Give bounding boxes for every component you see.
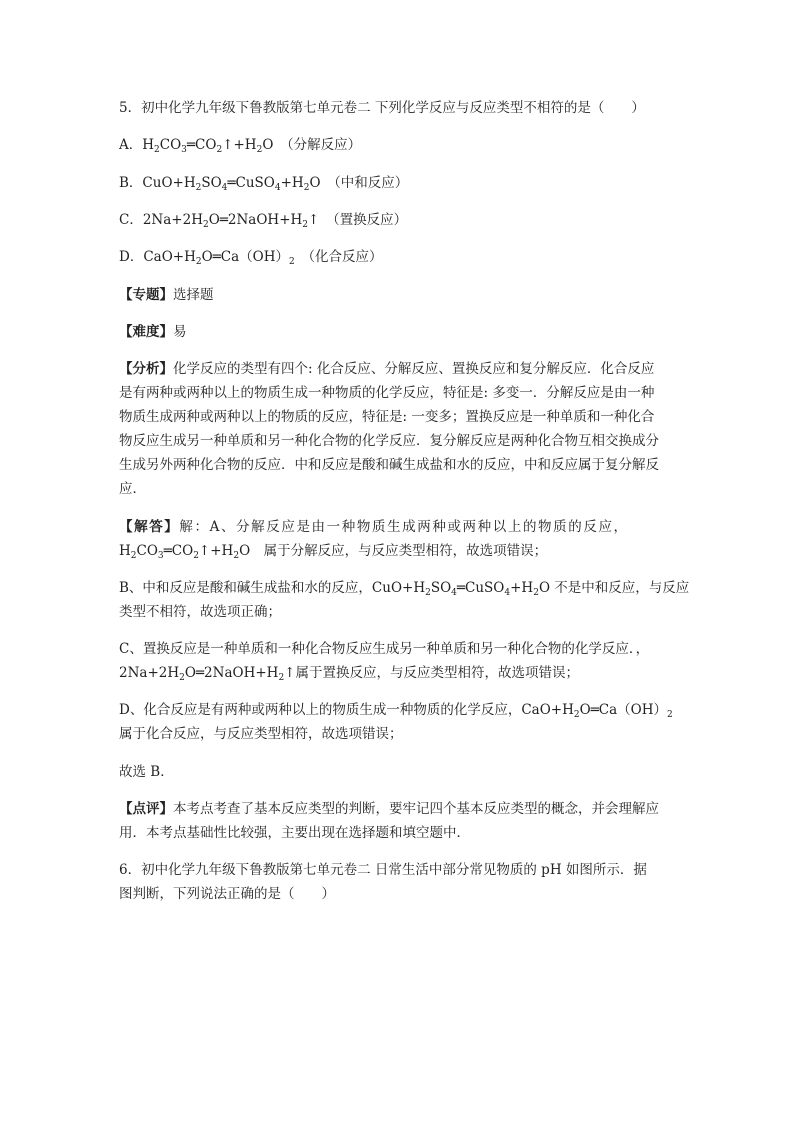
option-b-type: （中和反应） (320, 175, 409, 191)
option-b (119, 174, 408, 192)
option-c-type: （置换反应） (319, 212, 408, 228)
option-a-formula: $H_2CO_3═CO_2↑+H_2O$ (142, 137, 274, 155)
comment-label: 【点评】 (119, 801, 173, 817)
analysis-label: 【分析】 (119, 361, 173, 377)
topic-value: 选择题 (173, 287, 214, 303)
answer-text-1: 解：A、分解反应是由一种物质生成两种或两种以上的物质的反应， (179, 519, 629, 535)
topic-label: 【专题】 (119, 287, 173, 303)
comment-line-2: 用．本考点基础性比较强，主要出现在选择题和填空题中． (119, 825, 470, 841)
analysis-line-2: 是有两种或两种以上的物质生成一种物质的化学反应，特征是: 多变一．分解反应是由一种 (119, 385, 655, 401)
answer-line-8: 属于化合反应，与反应类型相符，故选项错误； (119, 726, 403, 742)
option-d (119, 248, 383, 266)
question-5-title: 5．初中化学九年级下鲁教版第七单元卷二 下列化学反应与反应类型不相符的是（ ） (119, 100, 645, 116)
topic-line (119, 286, 214, 304)
analysis-line-6: 应． (119, 481, 146, 497)
answer-line-7: D、化合反应是有两种或两种以上的物质生成一种物质的化学反应，$CaO+H_2O═Ca(OH)_2$ (119, 702, 673, 720)
analysis-line-1 (119, 360, 654, 378)
option-c-label: C． (119, 212, 143, 228)
answer-conclusion: 故选 B． (119, 764, 174, 780)
question-6-title-line-1: 6．初中化学九年级下鲁教版第七单元卷二 日常生活中部分常见物质的 pH 如图所示．据 (119, 862, 647, 878)
comment-line-1 (119, 800, 659, 818)
difficulty-line (119, 323, 187, 341)
option-a-type: （分解反应） (273, 137, 362, 153)
answer-label: 【解答】 (119, 519, 180, 535)
option-d-label: D． (119, 249, 144, 265)
analysis-line-5: 生成另外两种化合物的反应．中和反应是酸和碱生成盐和水的反应，中和反应属于复分解反 (119, 457, 659, 473)
question-6-title-line-2: 图判断，下列说法正确的是（ ） (119, 886, 335, 902)
option-d-type: （化合反应） (294, 249, 383, 265)
difficulty-label: 【难度】 (119, 324, 173, 340)
option-a-label: A． (119, 137, 143, 153)
analysis-line-4: 物反应生成另一种单质和另一种化合物的化学反应．复分解反应是两种化合物互相交换成分 (119, 433, 659, 449)
answer-line-5: C、置换反应是一种单质和一种化合物反应生成另一种单质和另一种化合物的化学反应．， (119, 641, 650, 657)
option-b-label: B． (119, 175, 143, 191)
analysis-text-1: 化学反应的类型有四个: 化合反应、分解反应、置换反应和复分解反应．化合反应 (173, 361, 655, 377)
answer-line-6: $2Na+2H_2O═2NaOH+H_2↑$属于置换反应，与反应类型相符，故选项错误； (119, 665, 579, 683)
comment-text-1: 本考点考查了基本反应类型的判断，要牢记四个基本反应类型的概念，并会理解应 (173, 801, 659, 817)
option-d-formula: $CaO+H_2O═Ca(OH)_2$ (143, 249, 295, 267)
analysis-line-3: 物质生成两种或两种以上的物质的反应，特征是: 一变多；置换反应是一种单质和一种化合 (119, 409, 655, 425)
difficulty-value: 易 (173, 324, 187, 340)
option-b-formula: $CuO+H_2SO_4═CuSO_4+H_2O$ (142, 175, 321, 193)
answer-line-3: B、中和反应是酸和碱生成盐和水的反应，$CuO+H_2SO_4═CuSO_4+H_2O$ 不是中和反应，与反应 (119, 580, 690, 598)
option-c-formula: $2Na+2H_2O═2NaOH+H_2↑$ (142, 212, 320, 230)
answer-line-2: $H_2CO_3═CO_2↑+H_2O$ 属于分解反应，与反应类型相符，故选项错误； (119, 543, 548, 561)
option-c (119, 211, 407, 229)
option-a (119, 136, 361, 154)
answer-line-1 (119, 518, 629, 536)
answer-line-4: 类型不相符，故选项正确； (119, 604, 281, 620)
